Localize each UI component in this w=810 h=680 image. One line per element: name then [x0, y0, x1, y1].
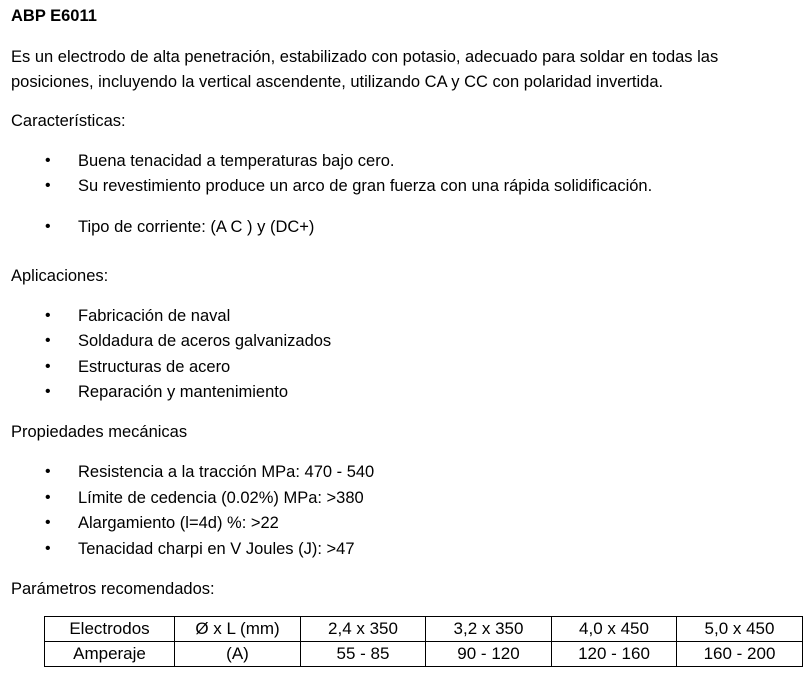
description-paragraph: Es un electrodo de alta penetración, estabilizado con potasio, adecuado para soldar en todas las posiciones, incluyendo la vertical ascendente, utilizando CA y CC con polaridad invertida.	[11, 48, 719, 91]
bullet-icon: •	[45, 307, 51, 324]
table-cell: Electrodos	[45, 617, 175, 642]
table-cell: 3,2 x 350	[426, 617, 552, 642]
parameters-table	[44, 616, 803, 667]
table-cell: Amperaje	[45, 642, 175, 667]
table-cell: 160 - 200	[677, 642, 803, 667]
bullet-icon: •	[45, 463, 51, 480]
aplicaciones-heading: Aplicaciones:	[11, 267, 109, 285]
bullet-icon: •	[45, 489, 51, 506]
propiedades-heading: Propiedades mecánicas	[11, 423, 188, 441]
table-cell: (A)	[175, 642, 301, 667]
bullet-icon: •	[45, 540, 51, 557]
bullet-icon: •	[45, 177, 51, 194]
table-cell: 90 - 120	[426, 642, 552, 667]
bullet-icon: •	[45, 383, 51, 400]
table-cell: 120 - 160	[552, 642, 677, 667]
document-title: ABP E6011	[11, 7, 97, 25]
table-row	[45, 617, 803, 642]
table-cell: 2,4 x 350	[301, 617, 426, 642]
caracteristicas-heading: Características:	[11, 112, 126, 130]
table-cell: 5,0 x 450	[677, 617, 803, 642]
bullet-icon: •	[45, 152, 51, 169]
table-cell: 4,0 x 450	[552, 617, 677, 642]
bullet-icon: •	[45, 332, 51, 349]
bullet-icon: •	[45, 358, 51, 375]
table-cell: 55 - 85	[301, 642, 426, 667]
bullet-icon: •	[45, 514, 51, 531]
parametros-heading: Parámetros recomendados:	[11, 580, 215, 598]
table-row	[45, 642, 803, 667]
bullet-icon: •	[45, 218, 51, 235]
table-cell: Ø x L (mm)	[175, 617, 301, 642]
